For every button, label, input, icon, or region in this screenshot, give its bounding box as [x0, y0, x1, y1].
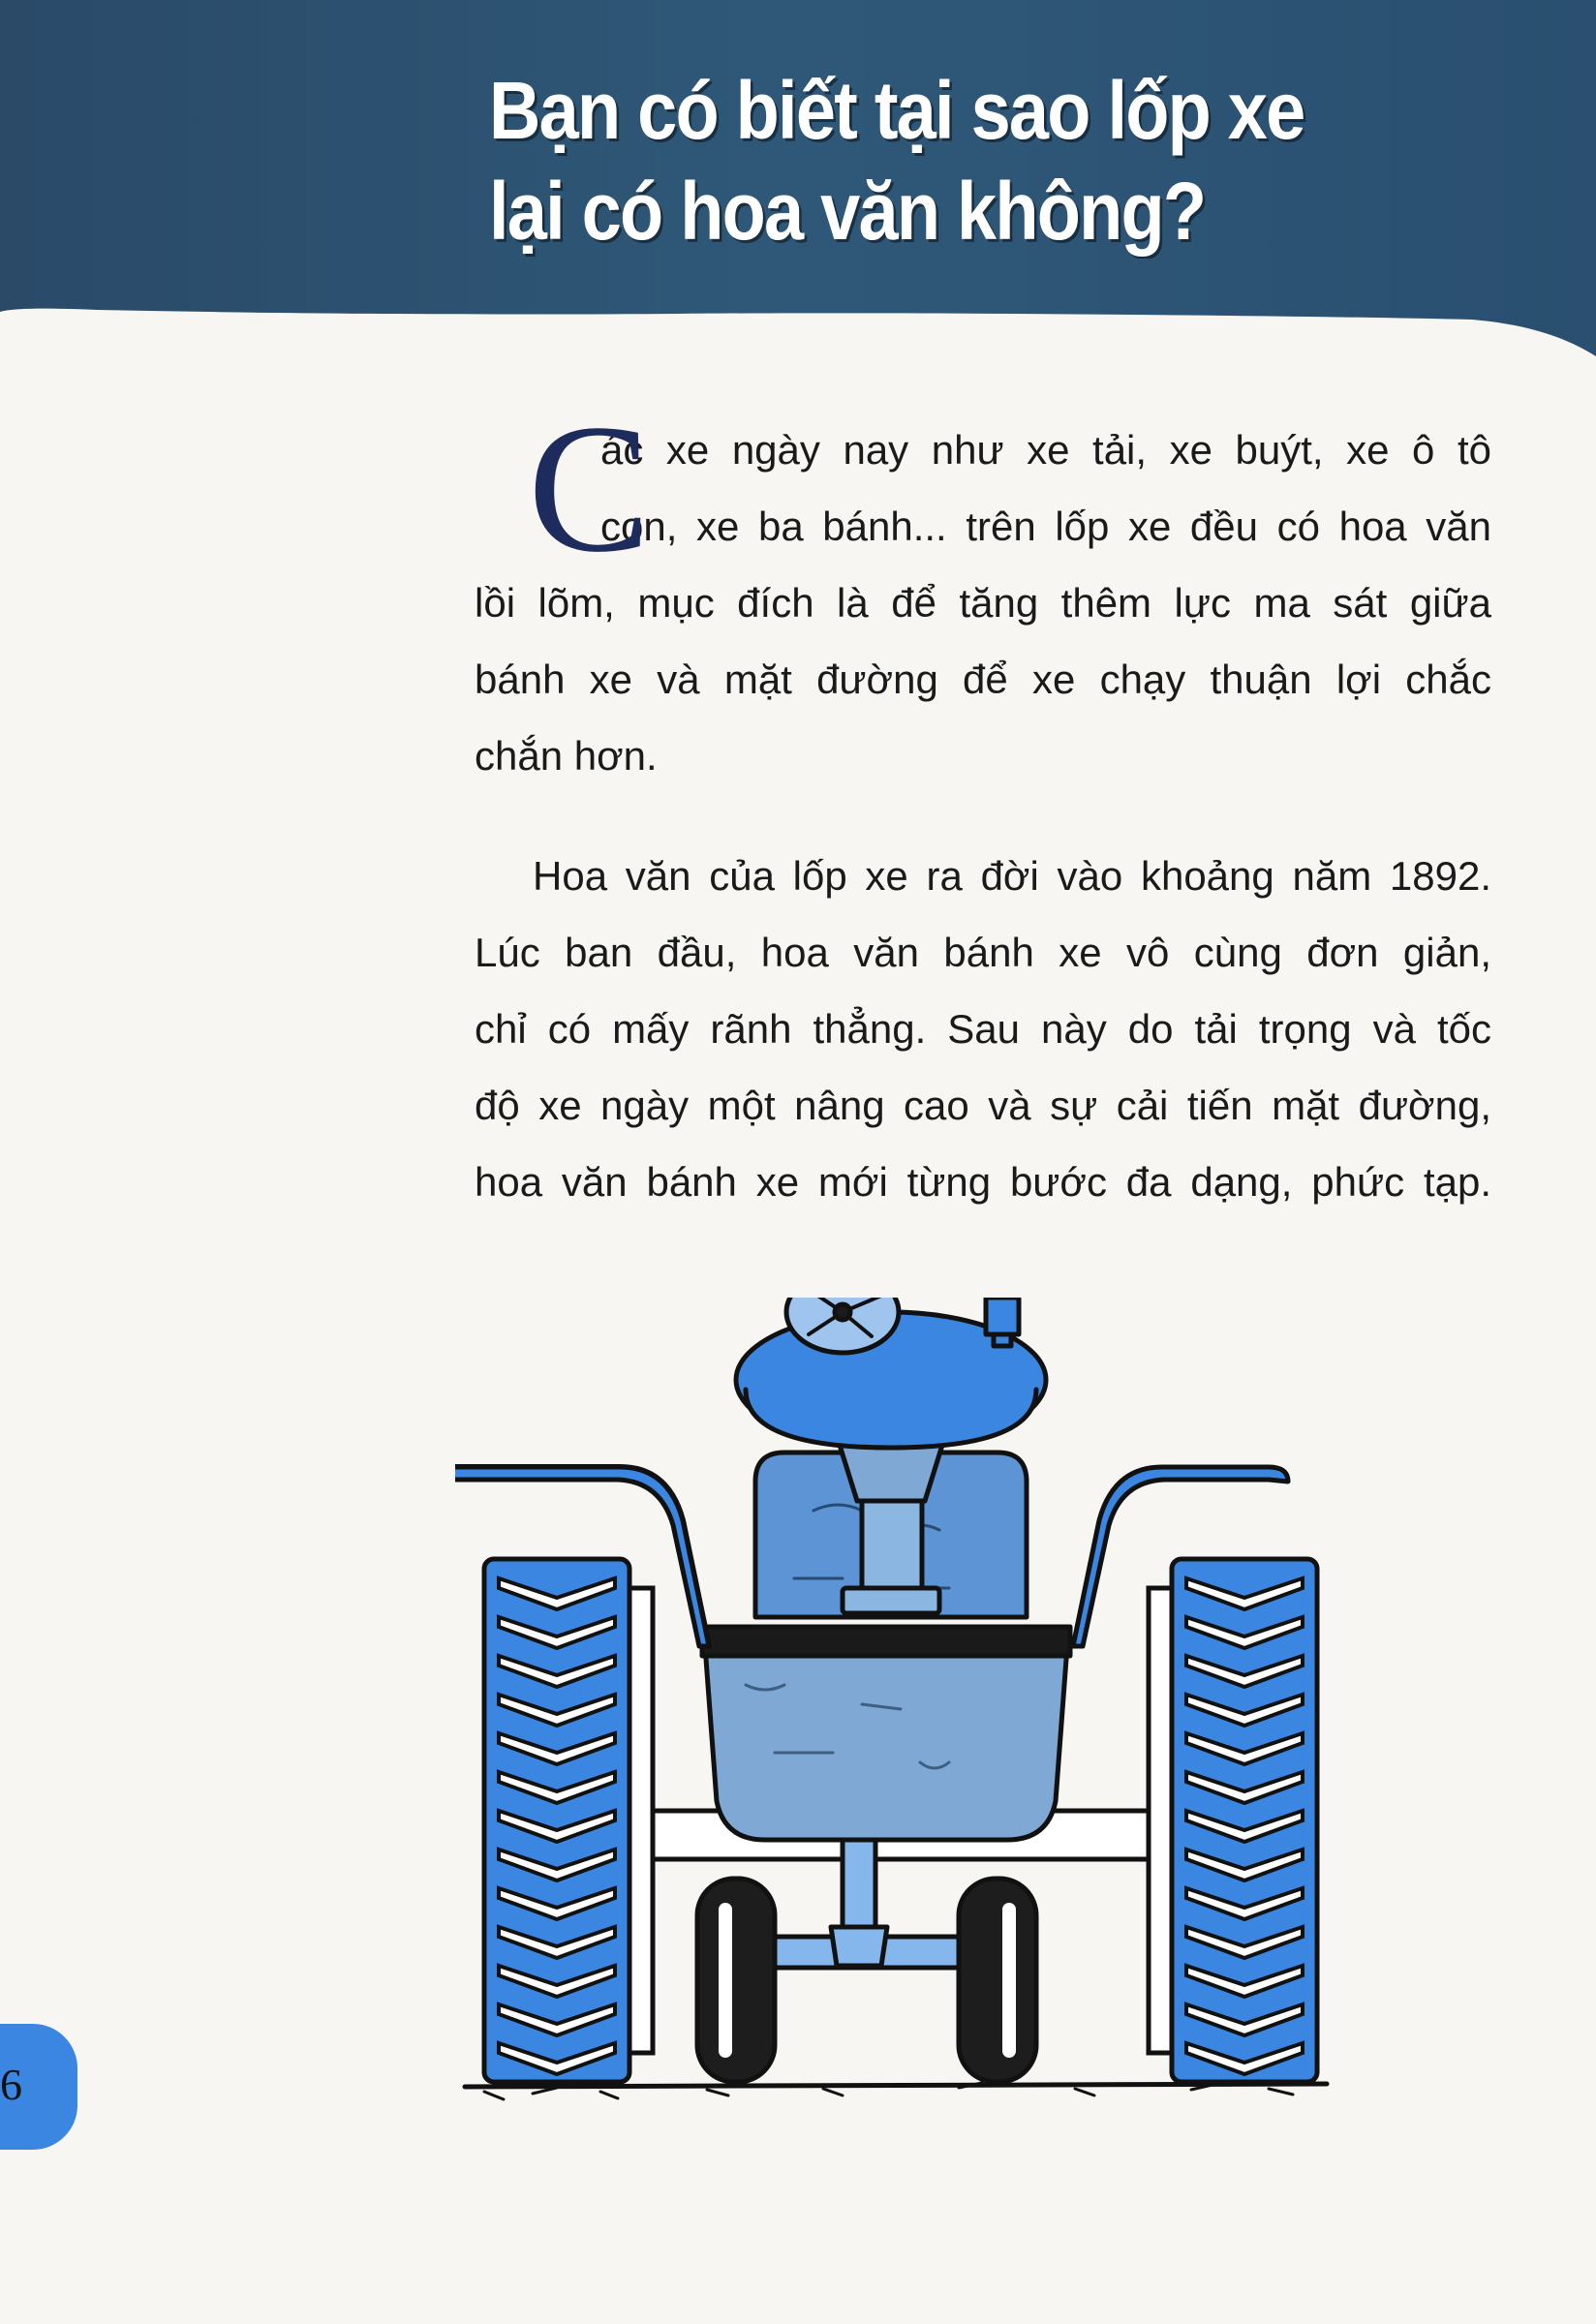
paragraph-1-line: con, xe ba bánh... trên lốp xe đều có hoa văn — [600, 504, 1491, 549]
paragraph-2-line: chỉ có mấy rãnh thẳng. Sau này do tải trọng và tốc — [475, 1006, 1491, 1052]
paragraph-2-line: hoa văn bánh xe mới từng bước đa dạng, phức tạp. — [475, 1159, 1491, 1205]
paragraph-1-line: lồi lõm, mục đích là để tăng thêm lực ma sát giữa — [475, 580, 1491, 626]
body-text — [475, 387, 1491, 1220]
paragraph-1-line: bánh xe và mặt đường để xe chạy thuận lợi chắc — [475, 657, 1491, 702]
paragraph-1-line: chắn hơn. — [475, 733, 658, 779]
paragraph-1 — [475, 387, 1491, 794]
page-number: 6 — [0, 2060, 22, 2109]
paragraph-2-line: độ xe ngày một nâng cao và sự cải tiến mặt đường, — [475, 1083, 1491, 1128]
title-line-2: lại có hoa văn không? — [489, 166, 1206, 257]
drop-cap: C — [528, 387, 651, 591]
paragraph-1-line: ác xe ngày nay như xe tải, xe buýt, xe ô tô — [600, 427, 1491, 473]
title-line-1: Bạn có biết tại sao lốp xe — [489, 65, 1304, 156]
paragraph-2-line: Lúc ban đầu, hoa văn bánh xe vô cùng đơn giản, — [475, 930, 1491, 975]
tractor-icon — [455, 1298, 1346, 2130]
paragraph-2-line: Hoa văn của lốp xe ra đời vào khoảng năm 1892. — [533, 853, 1491, 899]
paragraph-2 — [475, 838, 1491, 1220]
page-title — [489, 60, 1341, 261]
